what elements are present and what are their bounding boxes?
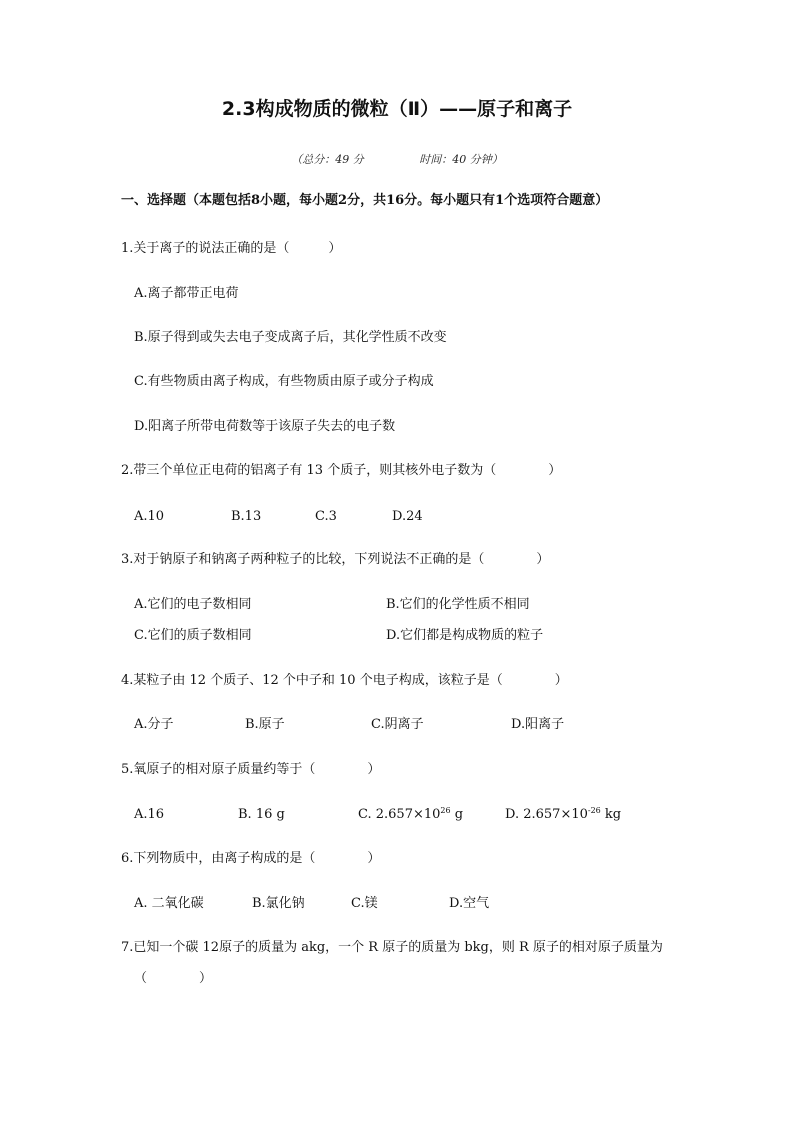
exam-meta (0, 154, 794, 165)
question-2-stem: 2.带三个单位正电荷的铝离子有 13 个质子，则其核外电子数为（ ） (121, 463, 562, 478)
question-7-stem: 7.已知一个碳 12原子的质量为 akg，一个 R 原子的质量为 bkg，则 R 原子的相对原子质量为 (121, 940, 663, 955)
question-5-stem: 5.氧原子的相对原子质量约等于（ ） (121, 762, 381, 777)
question-4-option-d: D.阳离子 (511, 717, 565, 732)
document-title: 2.3构成物质的微粒（Ⅱ）——原子和离子 (221, 98, 573, 120)
question-2-option-a: A.10 (134, 509, 165, 524)
question-1-option-b: B.原子得到或失去电子变成离子后，其化学性质不改变 (134, 330, 447, 345)
question-1-option-c: C.有些物质由离子构成，有些物质由原子或分子构成 (134, 374, 434, 389)
question-3-stem: 3.对于钠原子和钠离子两种粒子的比较，下列说法不正确的是（ ） (121, 552, 550, 567)
question-1-stem: 1.关于离子的说法正确的是（ ） (121, 241, 342, 256)
question-4-stem: 4.某粒子由 12 个质子、12 个中子和 10 个电子构成，该粒子是（ ） (121, 673, 568, 688)
question-7-answer-bracket: （ ） (134, 971, 213, 986)
question-6-stem: 6.下列物质中，由离子构成的是（ ） (121, 851, 381, 866)
question-2-option-b: B.13 (231, 509, 262, 524)
question-4-option-b: B.原子 (245, 717, 285, 732)
section-header: 一、选择题（本题包括8小题，每小题2分，共16分。每小题只有1个选项符合题意） (121, 193, 609, 208)
question-4-option-c: C.阴离子 (371, 717, 424, 732)
question-6-option-a: A. 二氧化碳 (134, 896, 204, 911)
question-2-option-d: D.24 (392, 509, 423, 524)
question-3-option-b: B.它们的化学性质不相同 (386, 597, 530, 612)
question-3-option-d: D.它们都是构成物质的粒子 (386, 628, 544, 643)
question-6-option-d: D.空气 (449, 896, 490, 911)
question-5-option-b: B. 16 g (238, 807, 285, 822)
question-4-option-a: A.分子 (134, 717, 174, 732)
question-3-option-c: C.它们的质子数相同 (134, 628, 252, 643)
question-6-option-b: B.氯化钠 (252, 896, 305, 911)
question-1-option-d: D.阳离子所带电荷数等于该原子失去的电子数 (134, 419, 396, 434)
question-3-option-a: A.它们的电子数相同 (134, 597, 252, 612)
question-5-option-d: D. $2.657\times 10^{-26}$ kg (505, 806, 622, 822)
total-score: （总分：49 分 (291, 153, 364, 166)
exam-time: 时间：40 分钟） (419, 153, 503, 166)
question-5-option-c: C. $2.657\times 10^{26}$ g (358, 806, 464, 822)
question-5-option-a: A.16 (134, 807, 165, 822)
question-2-option-c: C.3 (315, 509, 337, 524)
question-6-option-c: C.镁 (351, 896, 378, 911)
question-1-option-a: A.离子都带正电荷 (134, 286, 239, 301)
